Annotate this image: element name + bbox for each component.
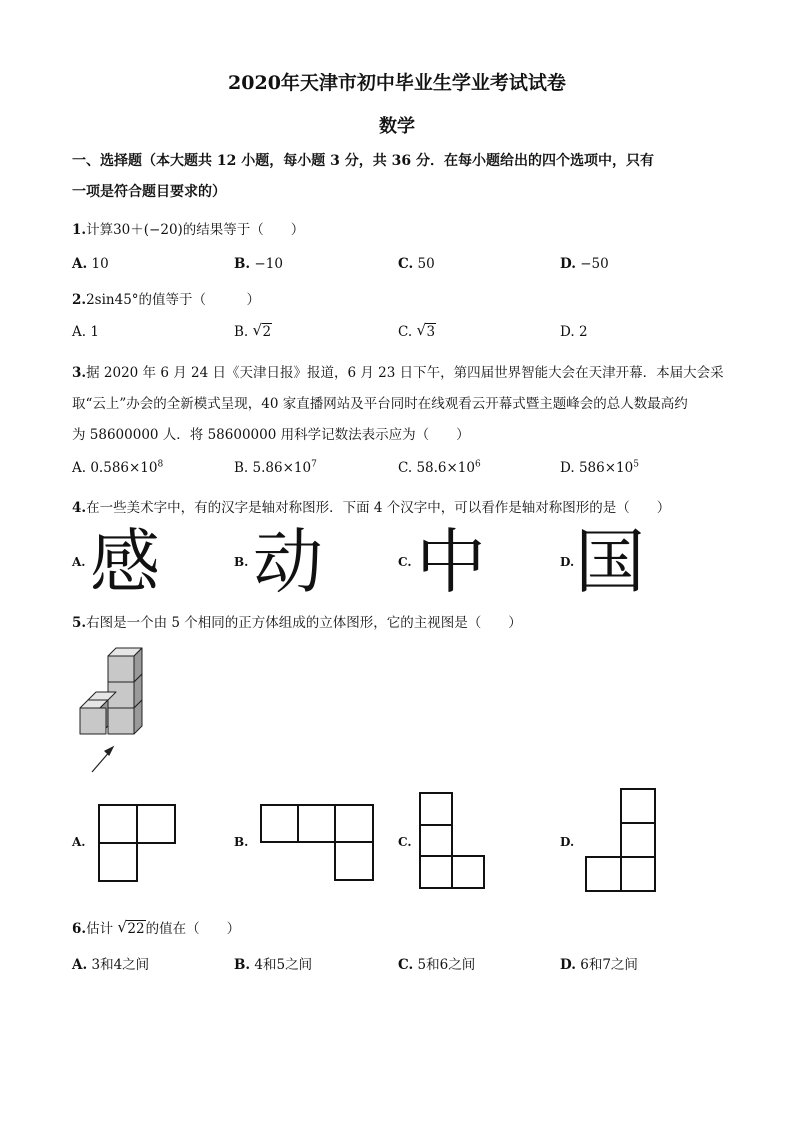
sqrt-symbol: √ 22 [117,918,145,937]
q5-option-c-figure [419,792,485,889]
question-number: 5. [72,615,87,631]
q2-option-d: D. 2 [560,324,588,340]
sqrt-symbol: √ 2 [252,321,272,340]
q3-option-d: D. $586\times 10^5$ [560,459,639,476]
q1-option-a: A. 10 [72,256,109,272]
q5-option-a-figure [98,804,176,882]
question-number: 1. [72,222,87,238]
q6-option-a: A. 3和4之间 [72,957,150,973]
q4-option-b-char: 动 [253,521,323,603]
question-number: 6. [72,921,87,937]
q5-option-b-figure [260,804,375,882]
question-6: 6.估计 √ 22的值在（ ） [72,918,241,937]
question-text: 的结果等于（ ） [182,222,305,238]
q2-option-a: A. 1 [72,324,99,340]
q4-option-a-label: A. [72,555,86,569]
question-text: 2sin45°的值等于（ ） [86,292,261,308]
q5-option-d-figure [585,788,657,893]
q6-option-b: B. 4和5之间 [234,957,313,973]
question-number: 4. [72,500,87,516]
q5-option-c-label: C. [398,835,412,849]
cube-stack-figure [70,640,160,775]
q2-option-b: B. √ 2 [234,321,272,340]
section-heading-line2: 一项是符合题目要求的） [72,184,226,200]
q4-option-c-char: 中 [416,521,486,603]
math-expression: 30＋(−20) [113,222,183,238]
q4-option-d-char: 国 [575,521,645,603]
q1-option-c: C. 50 [398,256,435,272]
q5-option-a-label: A. [72,835,86,849]
q3-option-b: B. $5.86\times 10^7$ [234,459,317,476]
sqrt-symbol: √ 3 [416,321,436,340]
question-3-line3: 为 58600000 人．将 58600000 用科学记数法表示应为（ ） [72,427,470,443]
q4-option-c-label: C. [398,555,412,569]
question-5: 5.右图是一个由 5 个相同的正方体组成的立体图形，它的主视图是（ ） [72,615,522,631]
question-text: 计算 [86,222,114,238]
question-3-line1: 3.据 2020 年 6 月 24 日《天津日报》报道，6 月 23 日下午，第四届世界智能大会在天津开幕．本届大会采 [72,365,724,381]
q2-option-c: C. √ 3 [398,321,436,340]
q4-option-a-char: 感 [90,521,160,603]
q6-option-c: C. 5和6之间 [398,957,476,973]
question-2 [72,288,260,308]
question-3-line2: 取“云上”办会的全新模式呈现，40 家直播网站及平台同时在线观看云开幕式暨主题峰会的总人数最高约 [72,396,688,412]
question-number: 3. [72,365,87,381]
q4-option-b-label: B. [234,555,249,569]
q1-option-b: B. −10 [234,256,283,272]
q1-option-d: D. −50 [560,256,609,272]
q5-option-d-label: D. [560,835,575,849]
q4-option-d-label: D. [560,555,575,569]
question-number: 2. [72,292,87,308]
q5-option-b-label: B. [234,835,249,849]
q6-option-d: D. 6和7之间 [560,957,638,973]
q3-option-a: A. $0.586\times 10^8$ [72,459,164,476]
question-1 [72,218,304,238]
section-heading-line1: 一、选择题（本大题共 12 小题，每小题 3 分，共 36 分．在每小题给出的四个选项中，只有 [72,153,654,169]
q3-option-c: C. $58.6\times 10^6$ [398,459,481,476]
page-subtitle: 数学 [379,116,415,137]
question-4: 4.在一些美术字中，有的汉字是轴对称图形．下面 4 个汉字中，可以看作是轴对称图形的是（ ） [72,500,671,516]
page-title: 2020年天津市初中毕业生学业考试试卷 [228,72,566,94]
